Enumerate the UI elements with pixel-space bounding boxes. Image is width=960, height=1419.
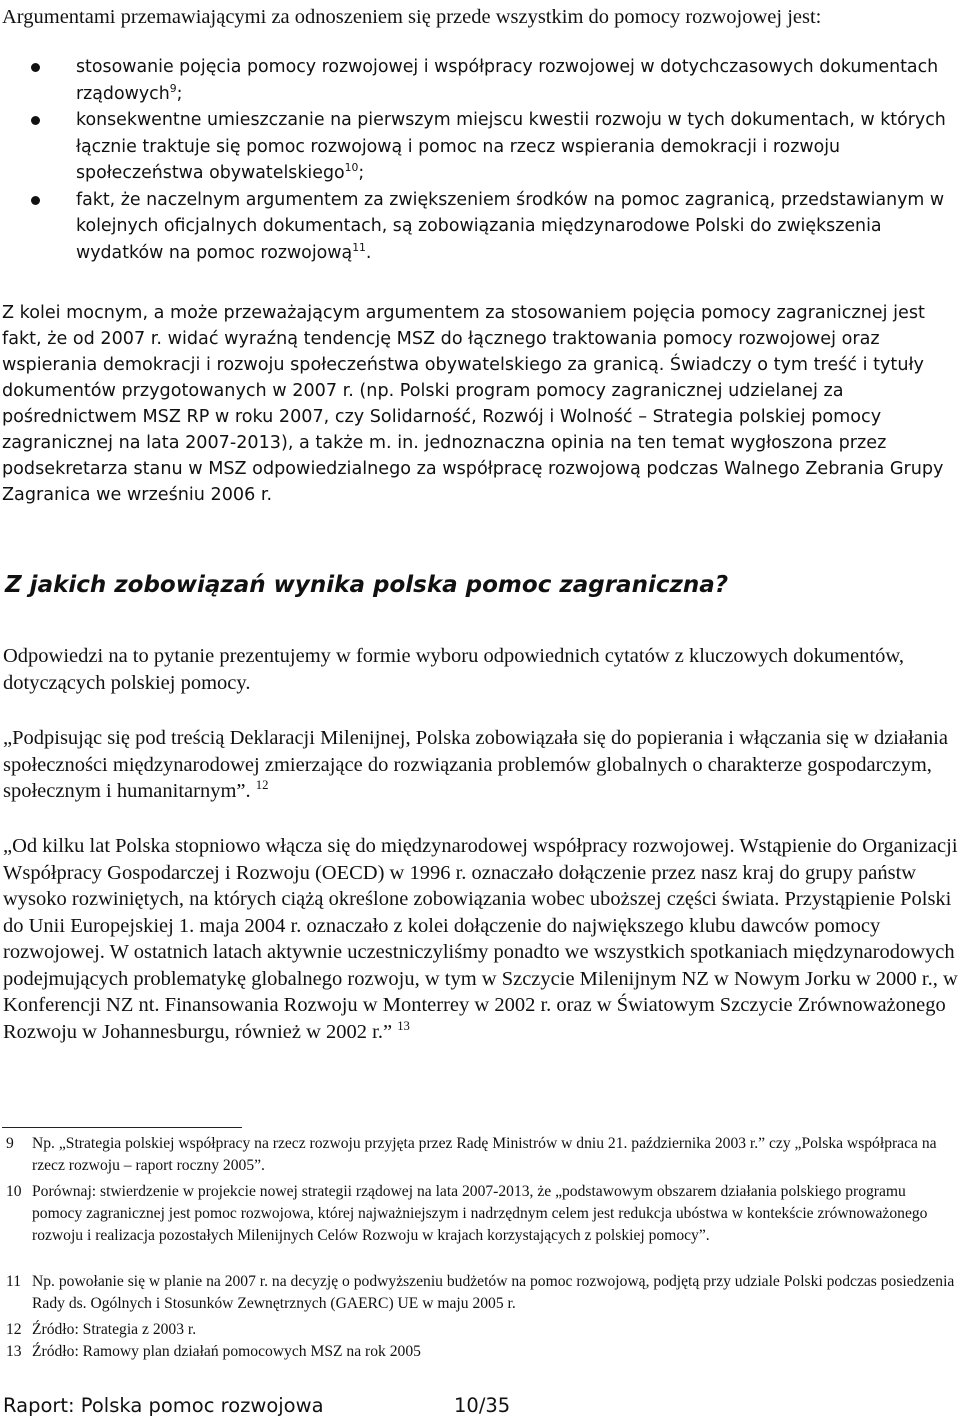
list-item-text: stosowanie pojęcia pomocy rozwojowej i współpracy rozwojowej w dotychczasowych dokumentach rządowych — [76, 57, 939, 104]
list-item-text: fakt, że naczelnym argumentem za zwiększeniem środków na pomoc zagranicą, przedstawianym w kolejnych oficjalnych dokumentach, są zobowiązania międzynarodowe Polski do zwiększenia wydatków na pomoc rozwojową — [76, 189, 945, 263]
footnote — [2, 1133, 958, 1177]
footnote-text: Np. „Strategia polskiej współpracy na rzecz rozwoju przyjęta przez Radę Ministrów w dniu 21. października 2003 r.” czy „Polska współpraca na rzecz rozwoju – raport roczny 2005”. — [32, 1135, 937, 1174]
footnote — [2, 1341, 958, 1363]
bullet-icon — [31, 116, 40, 125]
footnote-number: 13 — [6, 1343, 22, 1360]
list-item-end: ; — [358, 163, 365, 183]
footnote-ref: 10 — [344, 161, 359, 175]
list-item-text: konsekwentne umieszczanie na pierwszym miejscu kwestii rozwoju w tych dokumentach, w których łącznie traktuje się pomoc rozwojową i pomoc na rzecz wspierania demokracji i rozwoju społeczeństwa obywatelskiego — [76, 110, 946, 183]
list-item-end: ; — [176, 83, 183, 104]
footnote — [2, 1181, 958, 1247]
footnote-text: Porównaj: stwierdzenie w projekcie nowej strategii rządowej na lata 2007-2013, że „podstawowym obszarem działania polskiego programu pomocy zagranicznej jest pomoc rozwojowa, której najważniejszym i nadrzędnym celem jest redukcja ubóstwa w kontekście zrównoważonego rozwoju i realizacja pozostałych Milenijnych Celów Rozwoju w krajach korzystających z polskiej pomocy”. — [32, 1183, 928, 1244]
footnote-number: 9 — [6, 1135, 14, 1152]
page-number: 10/35 — [454, 1394, 511, 1417]
footnote-text: Np. powołanie się w planie na 2007 r. na decyzję o podwyższeniu budżetów na pomoc rozwojową, podjętą przy udziale Polski podczas posiedzenia Rady ds. Ogólnych i Stosunków Zewnętrznych (GAERC) UE w maju 2005 r. — [32, 1273, 955, 1312]
paragraph: Z kolei mocnym, a może przeważającym argumentem za stosowaniem pojęcia pomocy zagranicznej jest fakt, że od 2007 r. widać wyraźną tendencję MSZ do łącznego traktowania pomocy rozwojowej oraz wspierania demokracji i rozwoju społeczeństwa obywatelskiego za granicą. Świadczy o tym treść i tytuły dokumentów przygotowanych w 2007 r. (np. Polski program pomocy zagranicznej udzielanej za pośrednictwem MSZ RP w roku 2007, czy Solidarność, Rozwój i Wolność – Strategia polskiej pomocy zagranicznej na lata 2007-2013), a także m. in. jednoznaczna opinia na ten temat wygłoszona przez podsekretarza stanu w MSZ odpowiedzialnego za współpracę rozwojową podczas Walnego Zebrania Grupy Zagranica we wrześniu 2006 r. — [2, 303, 944, 505]
footnote-ref: 12 — [255, 778, 269, 793]
quotation-text: „Podpisując się pod treścią Deklaracji Milenijnej, Polska zobowiązała się do popierania i włączania się w działania społeczności międzynarodowej zmierzające do rozwiązania problemów globalnych o charakterze gospodarczym, społecznym i humanitarnym”. — [3, 727, 948, 802]
footnote-number: 12 — [6, 1321, 22, 1338]
list-item — [0, 54, 960, 107]
bullet-icon — [31, 63, 40, 72]
footnote — [2, 1319, 958, 1341]
list-item — [0, 107, 960, 187]
quotation — [3, 833, 958, 1045]
footnote-ref: 11 — [352, 240, 366, 254]
bullet-icon — [31, 196, 40, 205]
list-item-end: . — [365, 242, 372, 263]
footnote-text: Źródło: Ramowy plan działań pomocowych MSZ na rok 2005 — [32, 1343, 421, 1360]
footnote-ref: 13 — [397, 1018, 410, 1033]
footnote — [2, 1271, 958, 1315]
section-heading: Z jakich zobowiązań wynika polska pomoc zagraniczna? — [5, 572, 729, 598]
intro-sentence: Argumentami przemawiającymi za odnoszeniem się przede wszystkim do pomocy rozwojowej jest: — [2, 6, 822, 28]
list-item — [0, 187, 960, 267]
footnote-number: 10 — [6, 1183, 22, 1200]
argument-list — [0, 54, 960, 266]
paragraph: Odpowiedzi na to pytanie prezentujemy w formie wyboru odpowiednich cytatów z kluczowych dokumentów, dotyczących polskiej pomocy. — [3, 645, 904, 694]
quotation-text: „Od kilku lat Polska stopniowo włącza się do międzynarodowej współpracy rozwojowej. Wstąpienie do Organizacji Współpracy Gospodarczej i Rozwoju (OECD) w 1996 r. oznaczało dołączenie przez nasz kraj do grupy państw wysoko rozwiniętych, na których ciążą określone zobowiązania wobec uboższej części świata. Przystąpienie Polski do Unii Europejskiej 1. maja 2004 r. oznaczało z kolei dołączenie do największego klubu dawców pomocy rozwojowej. W ostatnich latach aktywnie uczestniczyliśmy ponadto we wszystkich spotkaniach międzynarodowych podejmujących problematykę globalnego rozwoju, w tym w Szczycie Milenijnym NZ w Nowym Jorku w 2000 r., w Konferencji NZ nt. Finansowania Rozwoju w Monterrey w 2002 r. oraz w Światowym Szczycie Zrównoważonego Rozwoju w Johannesburgu, również w 2002 r.” — [3, 835, 958, 1043]
footnote-text: Źródło: Strategia z 2003 r. — [32, 1321, 197, 1338]
quotation — [3, 725, 958, 805]
footnote-ref: 9 — [169, 81, 177, 95]
footer-title: Raport: Polska pomoc rozwojowa — [3, 1394, 324, 1417]
footnote-divider — [2, 1127, 242, 1128]
footnote-number: 11 — [6, 1273, 22, 1290]
